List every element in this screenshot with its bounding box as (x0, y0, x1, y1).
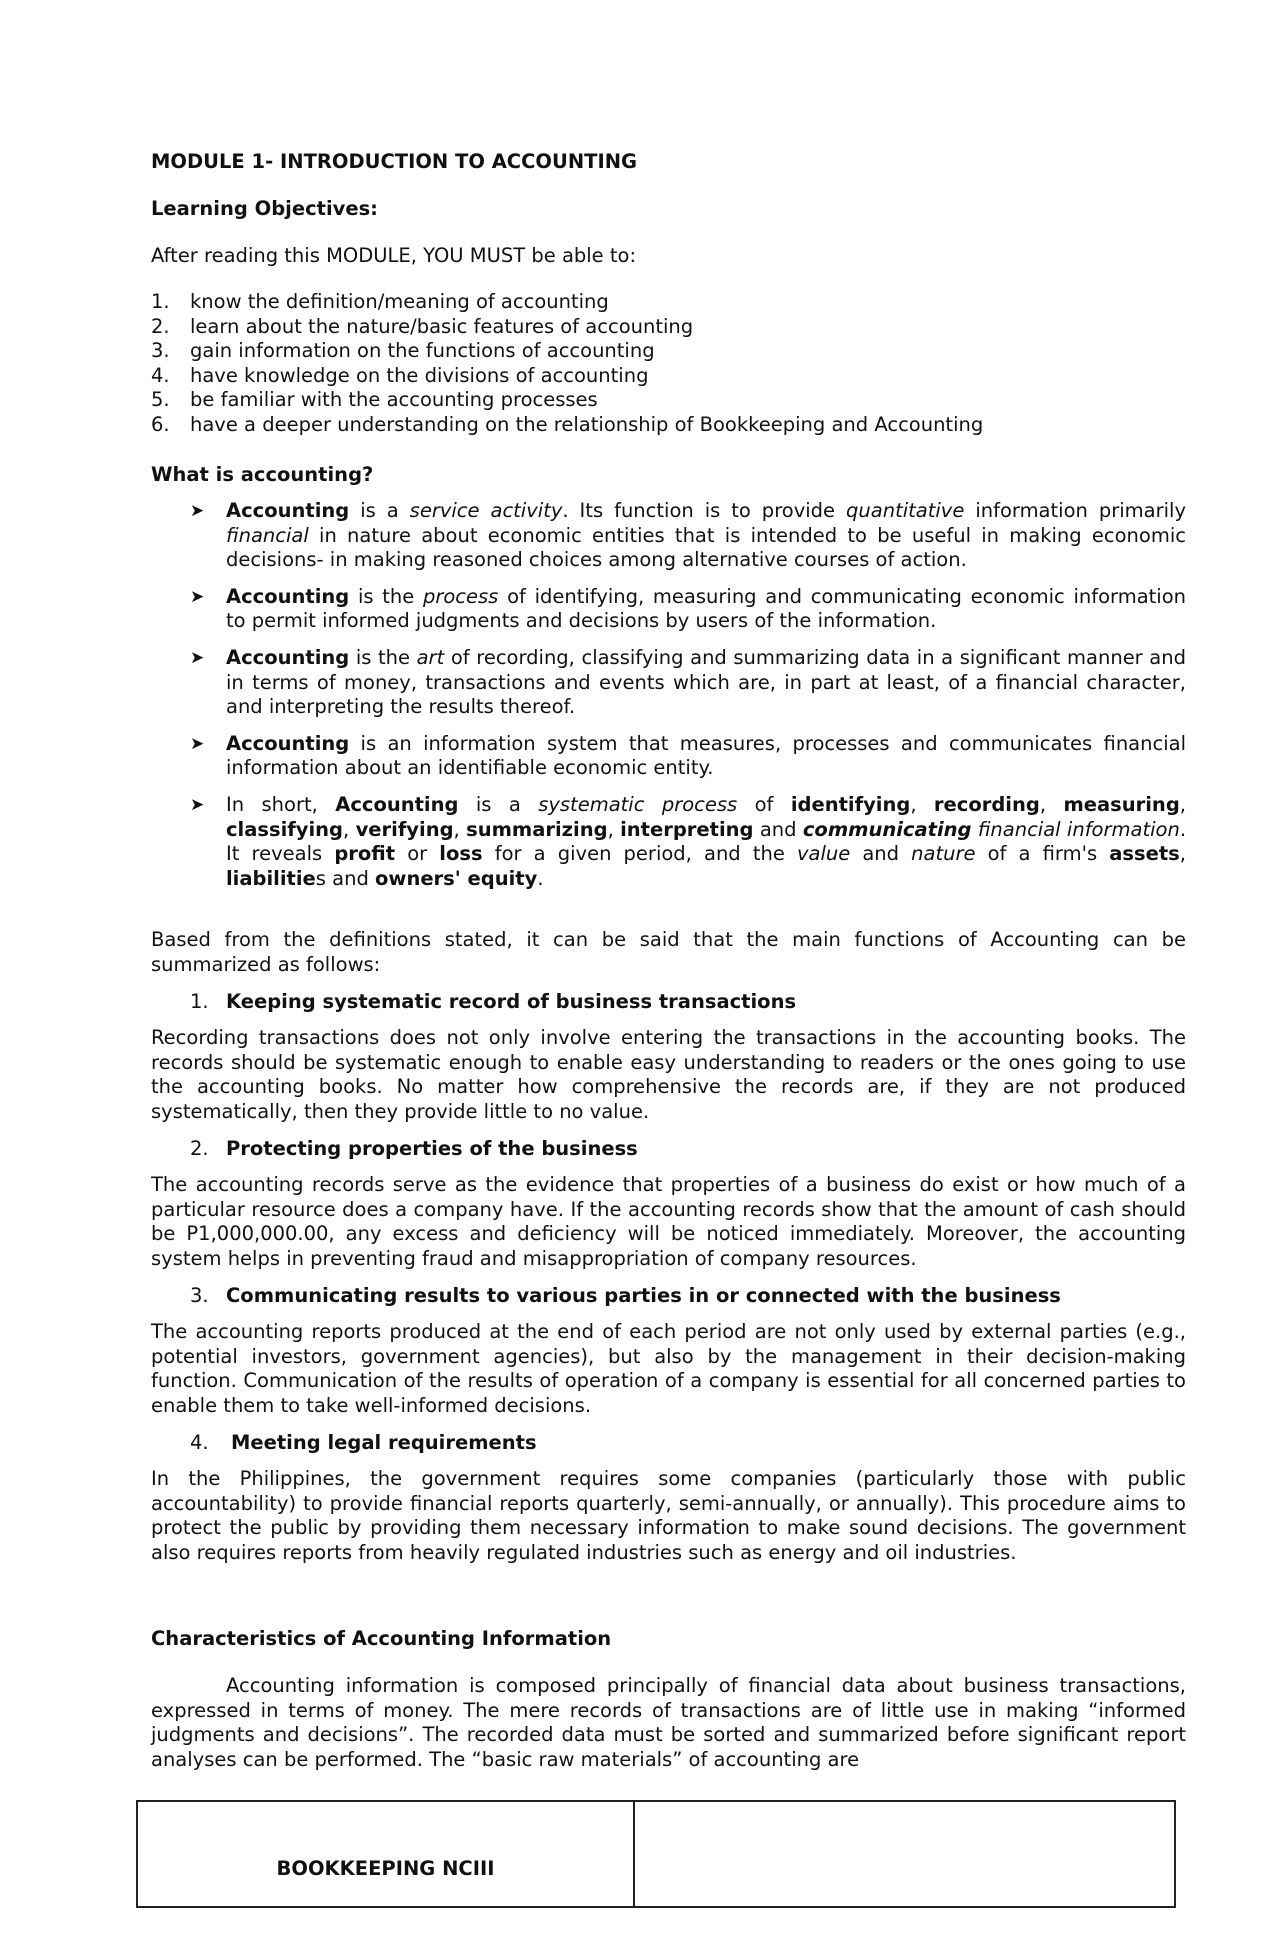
definition-item: ➤ Accounting is the art of recording, classifying and summarizing data in a significant manner and in terms of money, transactions and events which are, in part at least, of a financial character, and interpreting the results thereof. (190, 645, 1186, 719)
function-heading: 4. Meeting legal requirements (190, 1431, 537, 1454)
function-text: In the Philippines, the government requires some companies (particularly those with public accountability) to provide financial reports quarterly, semi-annually, or annually). This procedure aims to protect the public by providing them necessary information to make sound decisions. The government also requires reports from heavily regulated industries such as energy and oil industries. (151, 1467, 1186, 1564)
arrowhead-bullet-icon: ➤ (190, 501, 205, 521)
arrowhead-bullet-icon: ➤ (190, 794, 205, 815)
function-heading: 2. Protecting properties of the business (190, 1137, 638, 1160)
characteristics-text: Accounting information is composed principally of financial data about business transactions, expressed in terms of money. The mere records of transactions are of little use in making “informed judgments and decisions”. The recorded data must be sorted and summarized before significant report analyses can be performed. The “basic raw materials” of accounting are (151, 1674, 1186, 1771)
function-text: The accounting reports produced at the end of each period are not only used by external parties (e.g., potential investors, government agencies), but also by the management in their decision-making function. Communication of the results of operation of a company is essential for all concerned parties to enable them to take well-informed decisions. (151, 1320, 1186, 1417)
definition-item: ➤ Accounting is the process of identifying, measuring and communicating economic information to permit informed judgments and decisions by users of the information. (190, 584, 1186, 633)
function-text: The accounting records serve as the evidence that properties of a business do exist or how much of a particular resource does a company have. If the accounting records show that the amount of cash should be P1,000,000.00, any excess and deficiency will be noticed immediately. Moreover, the accounting system helps in preventing fraud and misappropriation of company resources. (151, 1173, 1186, 1270)
definition-item: ➤ Accounting is an information system that measures, processes and communicates financial information about an identifiable economic entity. (190, 731, 1186, 780)
arrowhead-bullet-icon: ➤ (190, 586, 205, 607)
list-item: 3. gain information on the functions of accounting (151, 339, 655, 363)
objectives-list (151, 290, 983, 438)
list-item: 4. have knowledge on the divisions of accounting (151, 363, 649, 387)
footer-label: BOOKKEEPING NCIII (276, 1857, 495, 1880)
functions-intro: Based from the definitions stated, it can be said that the main functions of Accounting can be summarized as follows: (151, 928, 1186, 976)
module-title: MODULE 1- INTRODUCTION TO ACCOUNTING (151, 150, 638, 173)
list-item: 5. be familiar with the accounting processes (151, 388, 598, 412)
footer-cell-left (138, 1802, 635, 1906)
definitions-list (151, 499, 1186, 903)
characteristics-heading: Characteristics of Accounting Information (151, 1627, 612, 1650)
list-item: 1. know the definition/meaning of accounting (151, 290, 609, 313)
function-heading: 3. Communicating results to various parties in or connected with the business (190, 1284, 1061, 1307)
objectives-heading: Learning Objectives: (151, 197, 378, 220)
list-item: 6. have a deeper understanding on the relationship of Bookkeeping and Accounting (151, 412, 984, 436)
footer-cell-right (635, 1802, 1174, 1906)
arrowhead-bullet-icon: ➤ (190, 733, 205, 754)
arrowhead-bullet-icon: ➤ (190, 647, 205, 668)
footer-table (136, 1800, 1176, 1908)
what-is-accounting-heading: What is accounting? (151, 463, 374, 486)
list-item: 2. learn about the nature/basic features of accounting (151, 314, 694, 338)
definition-item: ➤ Accounting is a service activity. Its function is to provide quantitative information primarily financial in nature about economic entities that is intended to be useful in making economic decisions- in making reasoned choices among alternative courses of action. (190, 499, 1186, 572)
objectives-intro: After reading this MODULE, YOU MUST be able to: (151, 244, 637, 267)
function-text: Recording transactions does not only involve entering the transactions in the accounting books. The records should be systematic enough to enable easy understanding to readers or the ones going to use the accounting books. No matter how comprehensive the records are, if they are not produced systematically, then they provide little to no value. (151, 1026, 1186, 1123)
function-heading: 1. Keeping systematic record of business transactions (190, 990, 797, 1013)
definition-item: ➤ In short, Accounting is a systematic process of identifying, recording, measuring, classifying, verifying, summarizing, interpreting and communicating financial information. It reveals profit or loss for a given period, and the value and nature of a firm's assets, liabilities and owners' equity. (190, 792, 1187, 890)
